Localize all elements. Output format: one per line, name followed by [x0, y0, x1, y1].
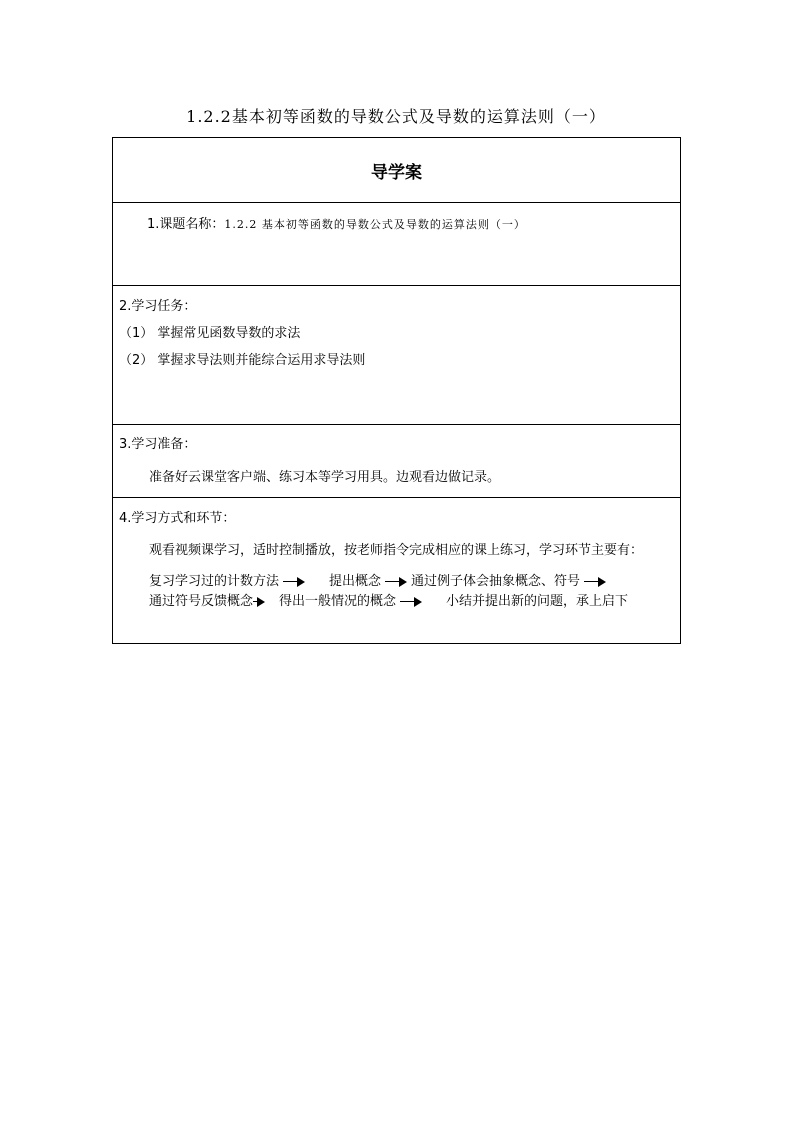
flow-step: 通过例子体会抽象概念、符号	[411, 574, 581, 589]
arrow-right-icon	[584, 577, 606, 587]
flow-step: 通过符号反馈概念	[149, 594, 254, 609]
preparation-cell	[113, 425, 681, 498]
flow-step: 提出概念	[329, 574, 382, 589]
flow-step: 复习学习过的计数方法	[149, 574, 280, 589]
course-name-label: 1.课题名称：	[147, 217, 225, 232]
course-name-value: 1.2.2 基本初等函数的导数公式及导数的运算法则（一）	[224, 218, 526, 231]
preparation-label: 3.学习准备：	[119, 437, 197, 452]
table-row	[113, 203, 681, 286]
method-flow	[119, 572, 704, 612]
task-item: （2） 掌握求导法则并能综合运用求导法则	[119, 353, 366, 368]
method-text: 观看视频课学习，适时控制播放，按老师指令完成相应的课上练习，学习环节主要有：	[149, 543, 644, 558]
method-cell	[113, 498, 681, 644]
flow-step: 小结并提出新的问题，承上启下	[446, 594, 629, 609]
task-item: （1） 掌握常见函数导数的求法	[119, 326, 301, 341]
preparation-text: 准备好云课堂客户端、练习本等学习用具。边观看边做记录。	[149, 470, 501, 485]
method-label: 4.学习方式和环节：	[119, 511, 236, 526]
document-title: 1.2.2基本初等函数的导数公式及导数的运算法则（一）	[186, 107, 606, 126]
tasks-cell	[113, 286, 681, 425]
table-row	[113, 138, 681, 203]
study-guide-table	[112, 137, 681, 644]
arrow-right-icon	[283, 577, 305, 587]
table-row	[113, 286, 681, 425]
table-row	[113, 498, 681, 644]
table-heading: 导学案	[113, 138, 681, 203]
course-name-cell	[113, 203, 681, 286]
arrow-right-icon	[385, 577, 407, 587]
table-row	[113, 425, 681, 498]
flow-step: 得出一般情况的概念	[279, 594, 397, 609]
course-name-line	[119, 216, 674, 234]
arrow-right-icon	[253, 597, 265, 607]
arrow-right-icon	[400, 597, 422, 607]
tasks-label: 2.学习任务：	[119, 299, 197, 314]
